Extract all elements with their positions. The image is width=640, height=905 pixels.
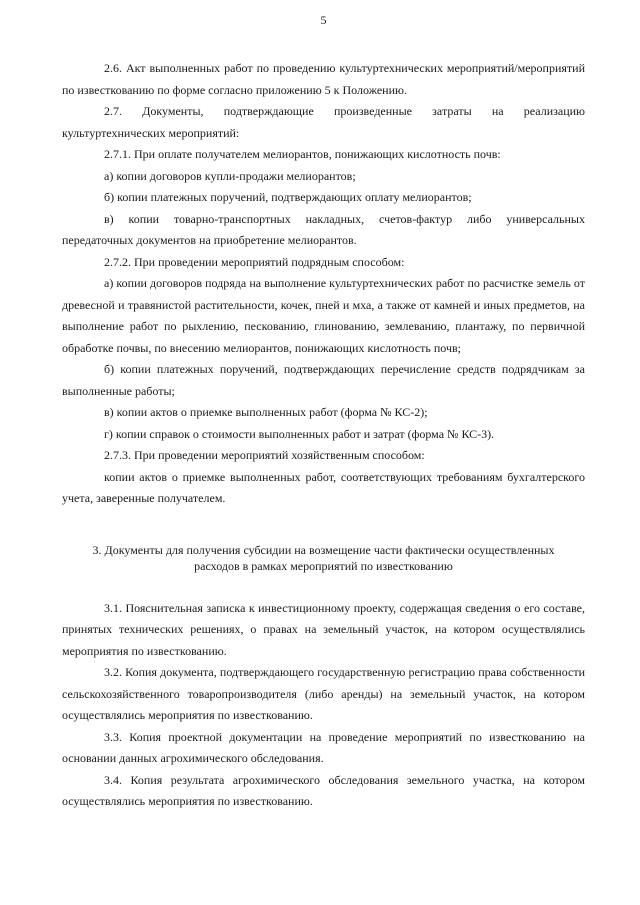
- paragraph-3-1: 3.1. Пояснительная записка к инвестиционному проекту, содержащая сведения о его составе, принятых технических решениях, о правах на земельный участок, на котором осуществлялись мероприятия по известкованию.: [62, 600, 585, 658]
- list-item-2-7-1-b: б) копии платежных поручений, подтверждающих оплату мелиорантов;: [104, 190, 472, 204]
- list-item-2-7-1-a: а) копии договоров купли-продажи мелиорантов;: [104, 168, 356, 183]
- section-heading-line-1: 3. Документы для получения субсидии на возмещение части фактически осуществленных: [92, 542, 555, 557]
- list-item-2-7-3: копии актов о приемке выполненных работ, соответствующих требованиям бухгалтерского учета, заверенные получателем.: [62, 469, 585, 505]
- paragraph-2-7: 2.7. Документы, подтверждающие произведенные затраты на реализацию культуртехнических мероприятий:: [62, 104, 585, 140]
- list-item-2-7-2-a: а) копии договоров подряда на выполнение культуртехнических работ по расчистке земель от древесной и травянистой растительности, кочек, пней и мха, а также от камней и иных предметов, на выполнение работ по рыхлению, пескованию, глинованию, землеванию, плантажу, по первичной обработке почвы, по внесению мелиорантов, понижающих кислотность почв;: [62, 276, 585, 355]
- section-heading-line-2: расходов в рамках мероприятий по известкованию: [194, 558, 453, 573]
- paragraph-2-7-2: 2.7.2. При проведении мероприятий подрядным способом:: [104, 254, 405, 269]
- paragraph-2-7-3: 2.7.3. При проведении мероприятий хозяйственным способом:: [104, 448, 425, 462]
- paragraph-3-3: 3.3. Копия проектной документации на проведение мероприятий по известкованию на основании данных агрохимического обследования.: [62, 729, 585, 765]
- paragraph-3-4: 3.4. Копия результата агрохимического обследования земельного участка, на котором осуществлялись мероприятия по известкованию.: [62, 772, 585, 808]
- list-item-2-7-1-v: в) копии товарно-транспортных накладных, счетов-фактур либо универсальных передаточных документов на приобретение мелиорантов.: [62, 211, 585, 247]
- paragraph-block-bottom: [62, 598, 585, 813]
- paragraph-2-6: 2.6. Акт выполненных работ по проведению культуртехнических мероприятий/мероприятий по известкованию по форме согласно приложению 5 к Положению.: [62, 61, 585, 97]
- section-heading: [72, 542, 575, 574]
- page-number: 5: [320, 13, 327, 27]
- paragraph-block-top: [62, 58, 585, 510]
- list-item-2-7-2-g: г) копии справок о стоимости выполненных работ и затрат (форма № КС-3).: [104, 426, 495, 441]
- paragraph-2-7-1: 2.7.1. При оплате получателем мелиорантов, понижающих кислотность почв:: [104, 147, 501, 161]
- list-item-2-7-2-v: в) копии актов о приемке выполненных работ (форма № КС-2);: [104, 405, 428, 419]
- paragraph-3-2: 3.2. Копия документа, подтверждающего государственную регистрацию права собственности сельскохозяйственного товаропроизводителя (либо аренды) на земельный участок, на котором осуществлялись мероприятия по известкованию.: [62, 665, 585, 722]
- list-item-2-7-2-b: б) копии платежных поручений, подтверждающих перечисление средств подрядчикам за выполненные работы;: [62, 362, 585, 398]
